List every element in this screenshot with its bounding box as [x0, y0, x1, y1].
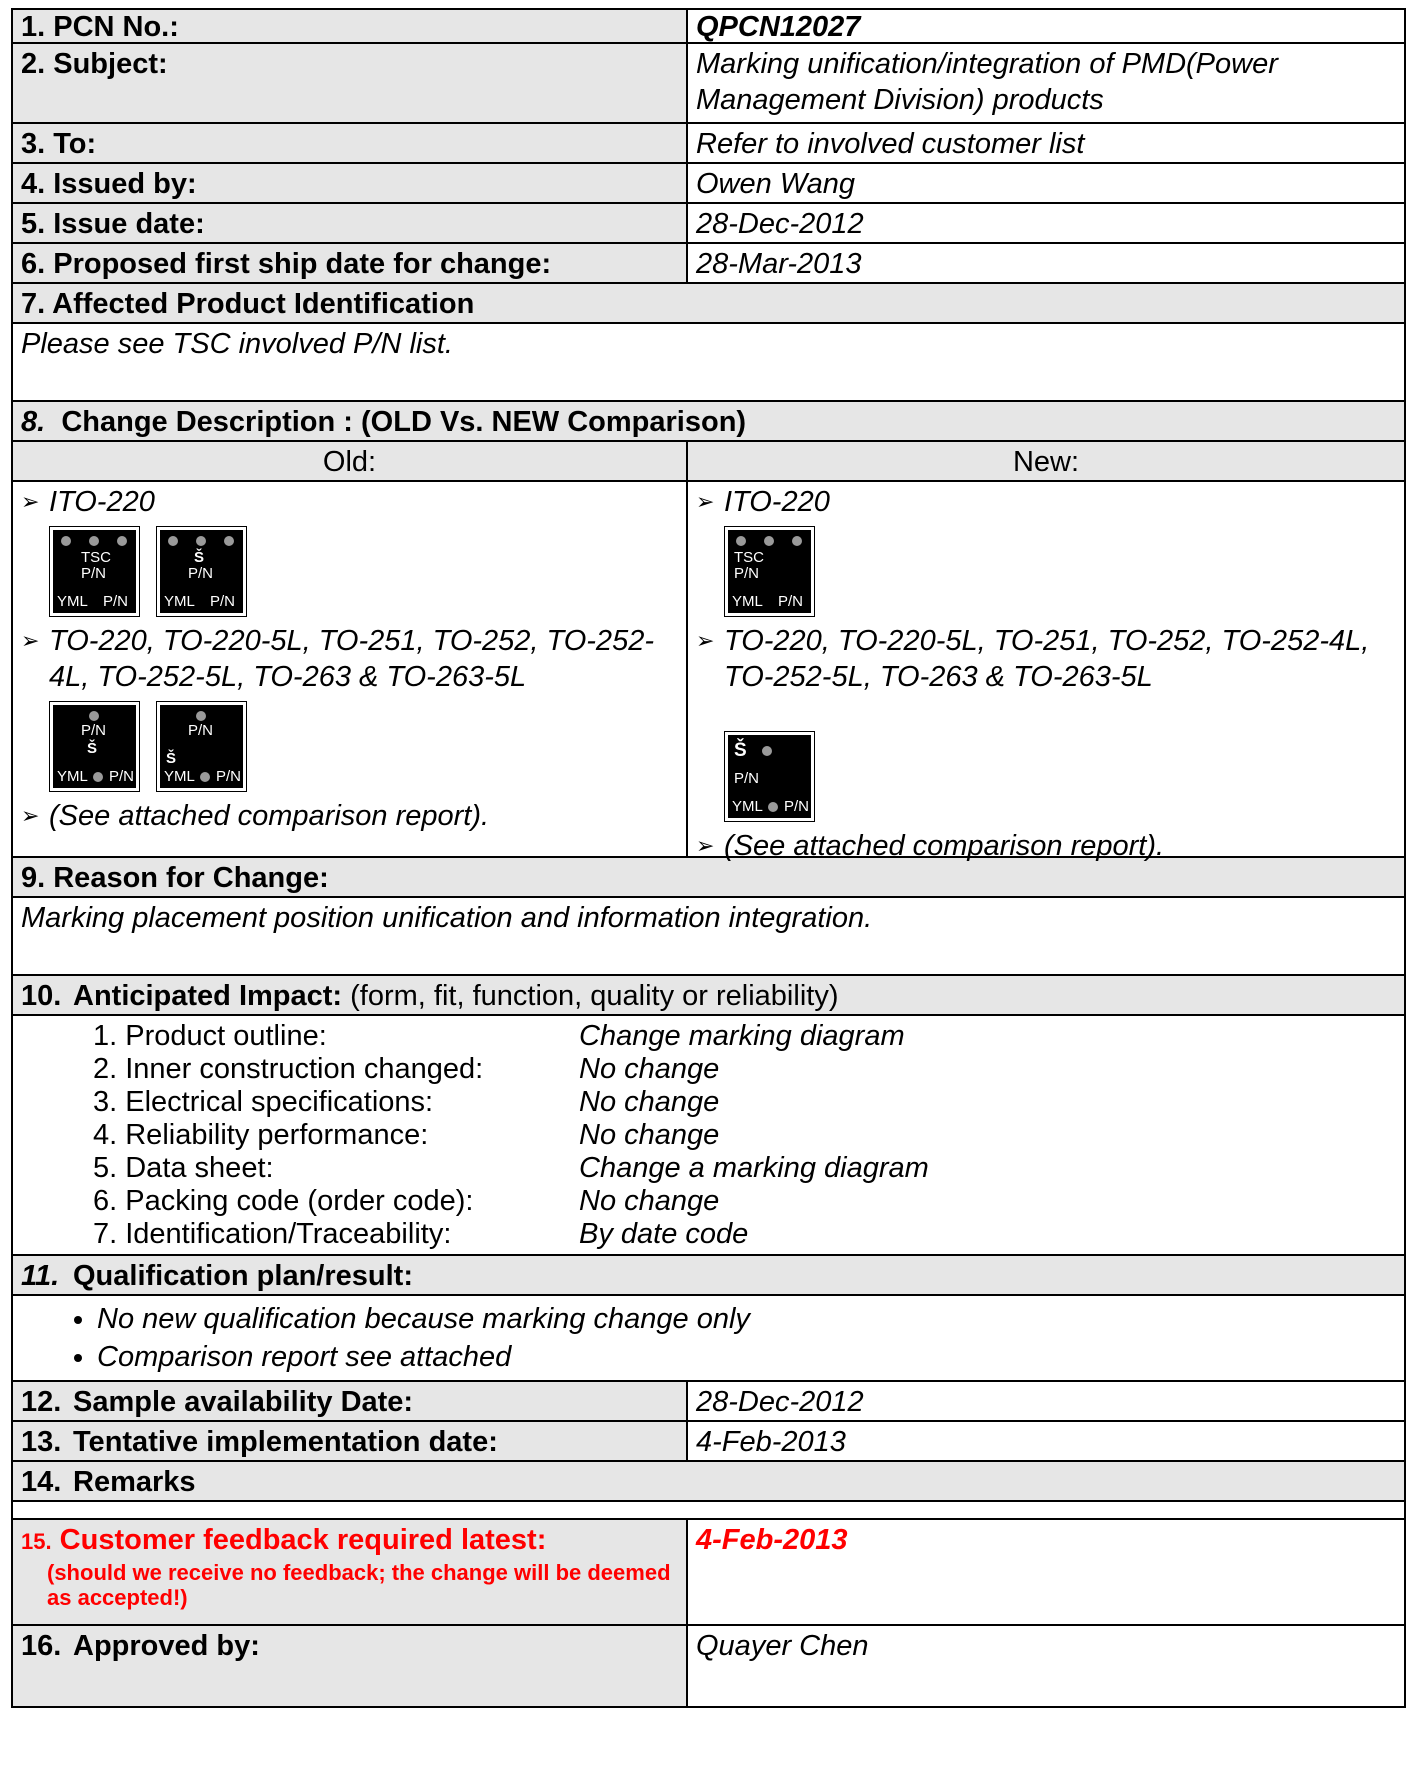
chip-dot — [168, 536, 178, 546]
approved-label: Approved by: — [73, 1630, 260, 1662]
pcn-no-label: 1. PCN No.: — [13, 10, 688, 42]
chip-dot — [89, 711, 99, 721]
chip-pn-label: P/N — [81, 722, 107, 739]
subject-value: Marking unification/integration of PMD(Power Management Division) products — [696, 48, 1278, 116]
impact-item — [93, 1086, 1404, 1119]
feedback-title — [21, 1522, 678, 1560]
to-value: Refer to involved customer list — [696, 128, 1085, 160]
ship-date-label: 6. Proposed first ship date for change: — [13, 244, 688, 282]
row-change-header — [13, 402, 1404, 442]
chip-dot — [224, 536, 234, 546]
chip-pn-label: P/N — [734, 565, 760, 582]
chip-yml-label: YML — [164, 768, 195, 785]
impact-title — [13, 976, 1404, 1014]
impact-value: No change — [579, 1185, 720, 1217]
impact-note: (form, fit, function, quality or reliability) — [342, 980, 839, 1012]
old-item-ito220: ➢ ITO-220 — [19, 484, 680, 520]
impact-value: Change marking diagram — [579, 1020, 905, 1052]
row-to — [13, 124, 1404, 164]
sample-date-title — [13, 1382, 688, 1420]
chip-dot — [61, 536, 71, 546]
chip-pn-label: P/N — [81, 565, 107, 582]
old-ito-chips — [19, 520, 680, 623]
issued-by-label: 4. Issued by: — [13, 164, 688, 202]
sample-date-value: 28-Dec-2012 — [696, 1386, 864, 1418]
impact-key: 5. Data sheet: — [93, 1152, 274, 1184]
row-ship-date — [13, 244, 1404, 284]
issued-by-value: Owen Wang — [696, 168, 856, 200]
chip-dot — [200, 772, 210, 782]
row-reason-value — [13, 898, 1404, 976]
to-label: 3. To: — [13, 124, 688, 162]
impact-value: By date code — [579, 1218, 749, 1250]
new-header: New: — [688, 442, 1404, 480]
chip-pn-label: P/N — [784, 798, 810, 815]
impact-item — [93, 1185, 1404, 1218]
chip-dot — [792, 536, 802, 546]
qualification-label: Qualification plan/result: — [73, 1260, 413, 1292]
new-list-2 — [694, 623, 1398, 695]
row-sample-date — [13, 1382, 1404, 1422]
impact-item — [93, 1119, 1404, 1152]
chip-old-to-b — [156, 701, 247, 792]
row-qualification-header — [13, 1256, 1404, 1296]
chip-pn-label: P/N — [210, 593, 236, 610]
change-title — [13, 402, 1404, 440]
old-item-packages: ➢ TO-220, TO-220-5L, TO-251, TO-252, TO-252-4L, TO-252-5L, TO-263 & TO-263-5L — [19, 623, 680, 695]
feedback-num: 15. — [21, 1529, 52, 1554]
chip-yml-label: YML — [732, 593, 763, 610]
impact-item — [93, 1053, 1404, 1086]
approved-value: Quayer Chen — [696, 1630, 869, 1662]
chip-old-to-a — [49, 701, 140, 792]
chip-pn-label: P/N — [188, 565, 214, 582]
row-reason-header — [13, 858, 1404, 898]
issue-date-label: 5. Issue date: — [13, 204, 688, 242]
sample-date-label: Sample availability Date: — [73, 1386, 414, 1418]
impl-date-num: 13. — [21, 1426, 62, 1458]
old-list-2 — [19, 623, 680, 695]
row-approved — [13, 1626, 1404, 1706]
qualification-list — [13, 1296, 1404, 1380]
feedback-note: (should we receive no feedback; the change will be deemed as accepted!) — [47, 1560, 671, 1610]
impact-value: No change — [579, 1119, 720, 1151]
old-list — [19, 484, 680, 520]
chip-dot — [764, 536, 774, 546]
tsc-logo-icon: Š — [166, 750, 177, 767]
impl-date-label: Tentative implementation date: — [73, 1426, 498, 1458]
chip-dot — [196, 711, 206, 721]
qualification-title — [13, 1256, 1404, 1294]
row-impl-date — [13, 1422, 1404, 1462]
tsc-logo-icon: Š — [734, 740, 747, 761]
row-affected-value — [13, 324, 1404, 402]
old-header: Old: — [13, 442, 688, 480]
change-num: 8. — [21, 406, 46, 438]
row-impact-body — [13, 1016, 1404, 1256]
remarks-title — [13, 1462, 1404, 1500]
pcn-no-value: QPCN12027 — [696, 11, 861, 43]
chip-pn-label: P/N — [188, 722, 214, 739]
row-qualification-body — [13, 1296, 1404, 1382]
impact-label: Anticipated Impact: — [73, 980, 343, 1012]
impact-key: 4. Reliability performance: — [93, 1119, 429, 1151]
pcn-form — [11, 8, 1406, 1708]
remarks-num: 14. — [21, 1466, 62, 1498]
reason-value: Marking placement position unification and information integration. — [21, 902, 873, 934]
row-subject — [13, 44, 1404, 124]
impact-key: 2. Inner construction changed: — [93, 1053, 484, 1085]
chip-yml-label: YML — [57, 768, 88, 785]
chip-dot — [93, 772, 103, 782]
tsc-logo-icon: Š — [87, 740, 98, 757]
chip-pn-label: P/N — [778, 593, 804, 610]
row-issue-date — [13, 204, 1404, 244]
chip-tsc-label: TSC — [734, 549, 764, 566]
impact-value: Change a marking diagram — [579, 1152, 929, 1184]
impact-num: 10. — [21, 980, 62, 1012]
new-column — [688, 482, 1404, 862]
chip-pn-label: P/N — [103, 593, 129, 610]
feedback-label-cell — [13, 1520, 688, 1624]
chip-new-to — [724, 731, 815, 822]
chip-yml-label: YML — [57, 593, 88, 610]
chip-pn-label: P/N — [109, 768, 135, 785]
new-item-report: ➢ (See attached comparison report). — [694, 828, 1398, 864]
impact-key: 7. Identification/Traceability: — [93, 1218, 452, 1250]
chip-tsc-label: TSC — [81, 549, 111, 566]
new-list — [694, 484, 1398, 520]
change-label: Change Description : (OLD Vs. NEW Comparison) — [61, 406, 747, 438]
chip-pn-label: P/N — [734, 770, 760, 787]
row-change-columns — [13, 442, 1404, 482]
new-to-chips — [694, 695, 1398, 828]
remarks-value — [13, 1502, 1404, 1518]
impact-key: 1. Product outline: — [93, 1020, 327, 1052]
row-remarks-body — [13, 1502, 1404, 1520]
old-to-chips — [19, 695, 680, 798]
reason-label: 9. Reason for Change: — [13, 858, 1404, 896]
sample-date-num: 12. — [21, 1386, 62, 1418]
page-top — [0, 0, 1419, 8]
chip-dot — [117, 536, 127, 546]
old-column — [13, 482, 688, 856]
chip-old-ito-tsc — [49, 526, 140, 617]
chip-dot — [196, 536, 206, 546]
row-change-body — [13, 482, 1404, 862]
feedback-value: 4-Feb-2013 — [696, 1524, 848, 1556]
qualification-item: • Comparison report see attached — [97, 1338, 1404, 1376]
subject-label: 2. Subject: — [13, 44, 688, 122]
row-affected-header — [13, 284, 1404, 324]
new-list-3 — [694, 828, 1398, 864]
old-list-3 — [19, 798, 680, 834]
impact-item — [93, 1218, 1404, 1251]
chip-dot — [89, 536, 99, 546]
chip-yml-label: YML — [732, 798, 763, 815]
impact-key: 6. Packing code (order code): — [93, 1185, 474, 1217]
chip-dot — [768, 802, 778, 812]
impact-item — [93, 1152, 1404, 1185]
approved-title — [13, 1626, 688, 1706]
chip-new-ito — [724, 526, 815, 617]
issue-date-value: 28-Dec-2012 — [696, 208, 864, 240]
chip-pn-label: P/N — [216, 768, 242, 785]
new-item-packages: ➢ TO-220, TO-220-5L, TO-251, TO-252, TO-252-4L, TO-252-5L, TO-263 & TO-263-5L — [694, 623, 1398, 695]
affected-label: 7. Affected Product Identification — [13, 284, 1404, 322]
row-remarks-header — [13, 1462, 1404, 1502]
impact-value: No change — [579, 1053, 720, 1085]
row-pcn-no — [13, 10, 1404, 44]
chip-yml-label: YML — [164, 593, 195, 610]
approved-num: 16. — [21, 1630, 62, 1662]
impact-item — [93, 1020, 1404, 1053]
new-ito-chips — [694, 520, 1398, 623]
chip-dot — [762, 746, 772, 756]
affected-value: Please see TSC involved P/N list. — [21, 328, 453, 360]
row-issued-by — [13, 164, 1404, 204]
chip-dot — [736, 536, 746, 546]
impl-date-value: 4-Feb-2013 — [696, 1426, 846, 1458]
remarks-label: Remarks — [73, 1466, 196, 1498]
old-item-report: ➢ (See attached comparison report). — [19, 798, 680, 834]
tsc-logo-icon: Š — [194, 549, 205, 566]
feedback-label: Customer feedback required latest: — [59, 1524, 547, 1556]
impact-key: 3. Electrical specifications: — [93, 1086, 434, 1118]
row-feedback — [13, 1520, 1404, 1626]
qualification-item: • No new qualification because marking change only — [97, 1300, 1404, 1338]
impact-list — [13, 1016, 1404, 1254]
qualification-num: 11. — [21, 1260, 60, 1292]
impact-value: No change — [579, 1086, 720, 1118]
row-impact-header — [13, 976, 1404, 1016]
ship-date-value: 28-Mar-2013 — [696, 248, 862, 280]
chip-old-ito-logo — [156, 526, 247, 617]
new-item-ito220: ➢ ITO-220 — [694, 484, 1398, 520]
impl-date-title — [13, 1422, 688, 1460]
